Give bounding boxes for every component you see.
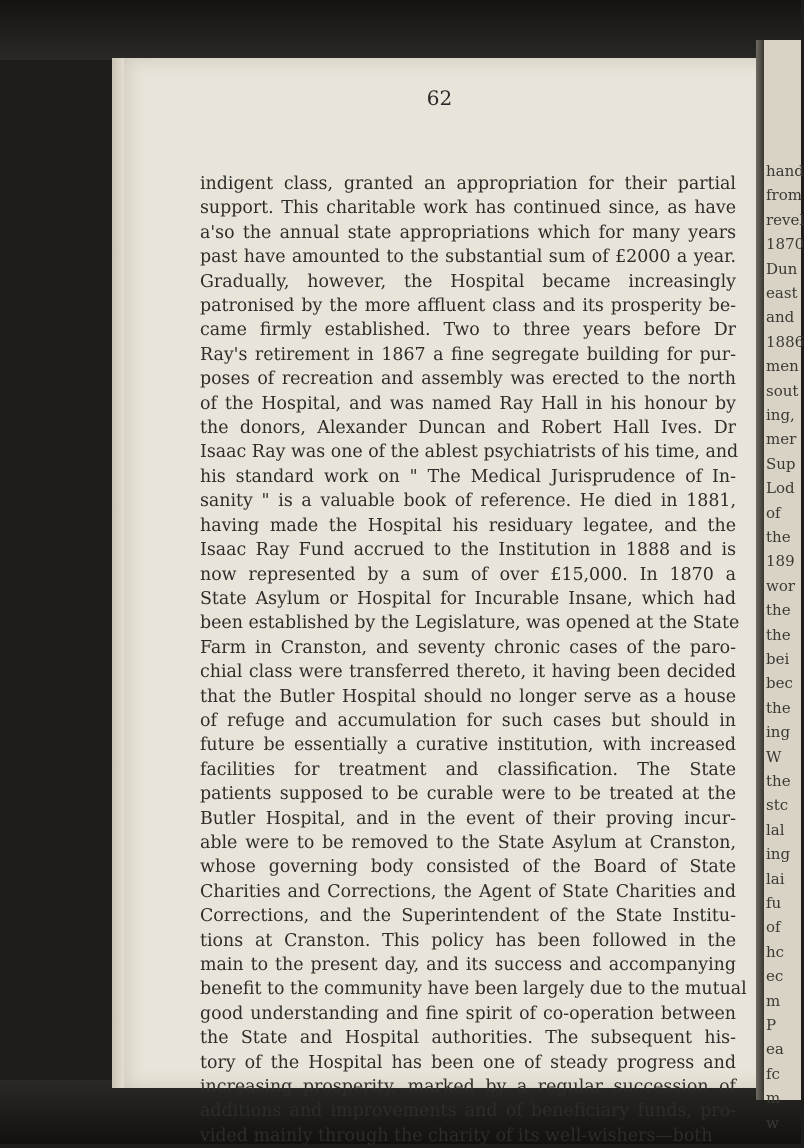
next-page-fragment: ing, (766, 406, 795, 424)
next-page-fragment: of (766, 918, 781, 937)
next-page-fragment: men (766, 357, 799, 376)
next-page-fragment: 189 (766, 552, 795, 571)
text-line: Butler Hospital, and in the event of their proving incur- (200, 808, 736, 829)
text-line: able were to be removed to the State Asylum at Cranston, (200, 832, 736, 853)
text-line: Gradually, however, the Hospital became increasingly (200, 271, 736, 292)
next-page-fragment: fu (766, 894, 782, 912)
binding-shadow-top (0, 0, 801, 60)
text-line: Charities and Corrections, the Agent of State Charities and (200, 881, 736, 902)
text-line: vided mainly through the charity of its well-wishers—both (200, 1125, 713, 1146)
page-number: 62 (426, 86, 453, 110)
next-page-fragment: east (766, 284, 798, 302)
text-line: future be essentially a curative institution, with increased (200, 735, 736, 756)
text-line: that the Butler Hospital should no longer serve as a house (200, 686, 736, 707)
next-page-fragment: m (766, 1089, 781, 1108)
text-line: State Asylum or Hospital for Incurable Insane, which had (200, 588, 736, 609)
text-line: past have amounted to the substantial sum of £2000 a year. (200, 247, 736, 268)
next-page-fragment: Lod (766, 479, 795, 498)
text-line: patients supposed to be curable were to be treated at the (200, 784, 736, 805)
next-page-fragment: w (766, 1113, 779, 1132)
text-line: the donors, Alexander Duncan and Robert Hall Ives. Dr (200, 418, 736, 439)
text-line: Isaac Ray was one of the ablest psychiatrists of his time, and (200, 442, 739, 463)
next-page-fragment: P (766, 1016, 777, 1034)
text-line: came firmly established. Two to three years before Dr (200, 320, 736, 341)
text-line: Corrections, and the Superintendent of the State Institu- (200, 906, 736, 927)
next-page-fragment: revel (766, 210, 804, 229)
next-page-edge (764, 40, 804, 1132)
next-page-fragment: Sup (766, 454, 796, 473)
next-page-fragment: m (766, 991, 781, 1010)
text-line: patronised by the more affluent class and its prosperity be- (200, 296, 736, 317)
next-page-fragment: stc (766, 796, 789, 815)
next-page-fragment: W (766, 747, 782, 766)
text-line: additions and improvements and of beneficiary funds, pro- (200, 1101, 736, 1122)
text-line: indigent class, granted an appropriation for their partial (200, 174, 736, 194)
next-page-fragment: the (766, 772, 791, 790)
next-page-fragment: mer (766, 430, 797, 449)
next-page-fragment: 1886 (766, 332, 804, 351)
text-line: his standard work on " The Medical Jurisprudence of In- (200, 466, 736, 487)
next-page-fragment: lai (766, 869, 785, 888)
next-page-fragment: of (766, 503, 781, 522)
text-line: sanity " is a valuable book of reference. He died in 1881, (200, 491, 736, 512)
next-page-fragment: ing (766, 723, 791, 742)
next-page-fragment: fc (766, 1064, 780, 1083)
next-page-fragment: ea (766, 1040, 784, 1059)
text-line: good understanding and fine spirit of co-operation between (200, 1003, 736, 1024)
text-line: poses of recreation and assembly was erected to the north (200, 369, 736, 390)
next-page-fragment: and (766, 308, 795, 327)
next-page-fragment: Dun (766, 259, 798, 278)
next-page-fragment: the (766, 625, 791, 644)
text-line: chial class were transferred thereto, it having been decided (200, 662, 736, 683)
next-page-fragment: bec (766, 674, 793, 693)
next-page-fragment: hand (766, 162, 804, 180)
text-line: main to the present day, and its success and accompanying (200, 955, 736, 975)
text-line: of refuge and accumulation for such cases but should in (200, 710, 736, 731)
text-line: support. This charitable work has continued since, as have (200, 198, 736, 219)
text-line: facilities for treatment and classification. The State (200, 759, 736, 780)
text-line: Isaac Ray Fund accrued to the Institution in 1888 and is (200, 540, 736, 561)
text-line: of the Hospital, and was named Ray Hall in his honour by (200, 393, 736, 414)
next-page-fragment: wor (766, 576, 796, 595)
next-page-fragment: ing (766, 845, 791, 864)
text-line: benefit to the community have been largely due to the mutual (200, 979, 747, 1000)
next-page-fragment: bei (766, 650, 790, 668)
next-page-fragment: the (766, 601, 791, 620)
text-line: a'so the annual state appropriations which for many years (200, 222, 736, 243)
text-line: Ray's retirement in 1867 a fine segregate building for pur- (200, 344, 736, 365)
text-line: Farm in Cranston, and seventy chronic cases of the paro- (200, 637, 736, 658)
next-page-fragment: 1870 (766, 235, 804, 254)
text-line: the State and Hospital authorities. The subsequent his- (200, 1028, 736, 1049)
text-line: tory of the Hospital has been one of steady progress and (200, 1052, 736, 1073)
text-line: having made the Hospital his residuary legatee, and the (200, 515, 736, 536)
text-line: whose governing body consisted of the Board of State (200, 857, 736, 878)
next-page-fragment: the (766, 698, 791, 717)
text-line: now represented by a sum of over £15,000. In 1870 a (200, 564, 736, 585)
text-line: been established by the Legislature, was opened at the State (200, 613, 740, 634)
page-gutter (112, 58, 124, 1088)
next-page-fragment: lal (766, 820, 785, 839)
next-page-fragment: from (766, 186, 802, 205)
text-line: increasing prosperity, marked by a regular succession of (200, 1077, 736, 1098)
next-page-fragment: ec (766, 967, 784, 986)
text-line: tions at Cranston. This policy has been followed in the (200, 930, 736, 951)
body-text (200, 172, 747, 1148)
next-page-fragment: the (766, 528, 791, 546)
next-page-fragment: sout (766, 381, 799, 400)
next-page-fragment: hc (766, 942, 785, 961)
